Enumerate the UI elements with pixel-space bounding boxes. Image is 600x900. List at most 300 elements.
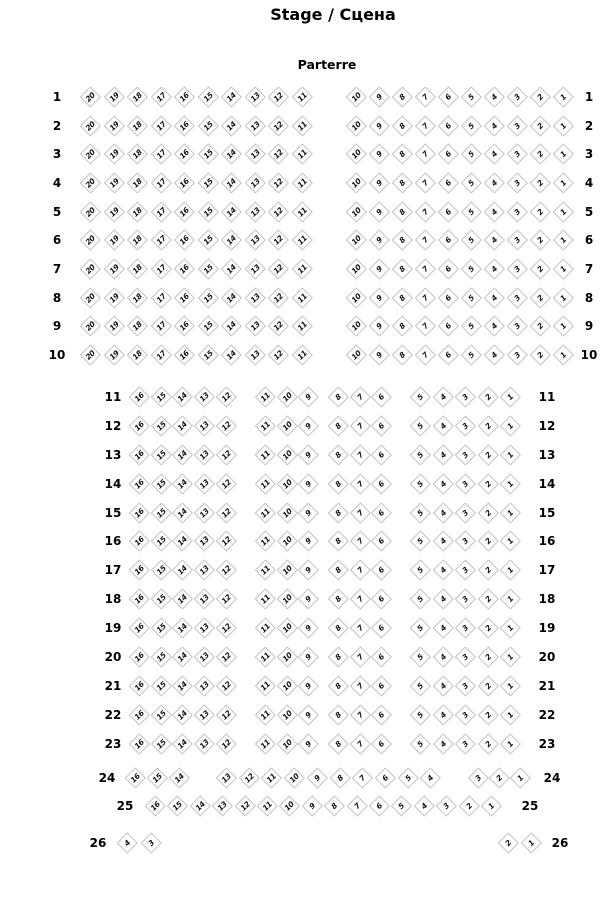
seat-row11-num8[interactable] [328, 387, 349, 408]
seat-row9-num11[interactable] [291, 316, 312, 337]
seat-row14-num11[interactable] [255, 474, 276, 495]
seat-row8-num6[interactable] [438, 288, 459, 309]
seat-row7-num10[interactable] [346, 259, 367, 280]
seat-row16-num11[interactable] [255, 531, 276, 552]
seat-row17-num12[interactable] [216, 560, 237, 581]
seat-row5-num17[interactable] [150, 202, 171, 223]
seat-row11-num11[interactable] [255, 387, 276, 408]
seat-row7-num2[interactable] [530, 259, 551, 280]
seat-row17-num1[interactable] [500, 560, 521, 581]
seat-row15-num13[interactable] [194, 503, 215, 524]
seat-row1-num18[interactable] [127, 87, 148, 108]
seat-row1-num16[interactable] [174, 87, 195, 108]
seat-row12-num15[interactable] [150, 416, 171, 437]
seat-row22-num9[interactable] [298, 705, 319, 726]
seat-row25-num1[interactable] [481, 796, 502, 817]
seat-row14-num13[interactable] [194, 474, 215, 495]
seat-row23-num8[interactable] [328, 734, 349, 755]
seat-row25-num8[interactable] [324, 796, 345, 817]
seat-row3-num7[interactable] [415, 144, 436, 165]
seat-row24-num9[interactable] [307, 768, 328, 789]
seat-row24-num5[interactable] [397, 768, 418, 789]
seat-row9-num15[interactable] [197, 316, 218, 337]
seat-row6-num5[interactable] [461, 230, 482, 251]
seat-row3-num14[interactable] [221, 144, 242, 165]
seat-row6-num18[interactable] [127, 230, 148, 251]
seat-row18-num2[interactable] [478, 589, 499, 610]
seat-row17-num16[interactable] [129, 560, 150, 581]
seat-row13-num1[interactable] [500, 445, 521, 466]
seat-row11-num15[interactable] [150, 387, 171, 408]
seat-row6-num16[interactable] [174, 230, 195, 251]
seat-row11-num2[interactable] [478, 387, 499, 408]
seat-row6-num1[interactable] [553, 230, 574, 251]
seat-row11-num9[interactable] [298, 387, 319, 408]
seat-row23-num5[interactable] [410, 734, 431, 755]
seat-row20-num14[interactable] [172, 647, 193, 668]
seat-row17-num15[interactable] [150, 560, 171, 581]
seat-row20-num10[interactable] [276, 647, 297, 668]
seat-row2-num8[interactable] [392, 116, 413, 137]
seat-row3-num9[interactable] [369, 144, 390, 165]
seat-row18-num1[interactable] [500, 589, 521, 610]
seat-row21-num15[interactable] [150, 676, 171, 697]
seat-row6-num9[interactable] [369, 230, 390, 251]
seat-row12-num9[interactable] [298, 416, 319, 437]
seat-row11-num10[interactable] [276, 387, 297, 408]
seat-row13-num4[interactable] [432, 445, 453, 466]
seat-row21-num11[interactable] [255, 676, 276, 697]
seat-row9-num3[interactable] [507, 316, 528, 337]
seat-row18-num10[interactable] [276, 589, 297, 610]
seat-row24-num13[interactable] [216, 768, 237, 789]
seat-row7-num6[interactable] [438, 259, 459, 280]
seat-row22-num8[interactable] [328, 705, 349, 726]
seat-row5-num5[interactable] [461, 202, 482, 223]
seat-row16-num8[interactable] [328, 531, 349, 552]
seat-row23-num9[interactable] [298, 734, 319, 755]
seat-row12-num4[interactable] [432, 416, 453, 437]
seat-row8-num5[interactable] [461, 288, 482, 309]
seat-row6-num11[interactable] [291, 230, 312, 251]
seat-row23-num1[interactable] [500, 734, 521, 755]
seat-row21-num10[interactable] [276, 676, 297, 697]
seat-row4-num3[interactable] [507, 173, 528, 194]
seat-row13-num6[interactable] [371, 445, 392, 466]
seat-row5-num9[interactable] [369, 202, 390, 223]
seat-row15-num14[interactable] [172, 503, 193, 524]
seat-row5-num2[interactable] [530, 202, 551, 223]
seat-row18-num4[interactable] [432, 589, 453, 610]
seat-row9-num7[interactable] [415, 316, 436, 337]
seat-row6-num10[interactable] [346, 230, 367, 251]
seat-row17-num10[interactable] [276, 560, 297, 581]
seat-row2-num14[interactable] [221, 116, 242, 137]
seat-row16-num3[interactable] [455, 531, 476, 552]
seat-row14-num12[interactable] [216, 474, 237, 495]
seat-row14-num10[interactable] [276, 474, 297, 495]
seat-row9-num8[interactable] [392, 316, 413, 337]
seat-row4-num10[interactable] [346, 173, 367, 194]
seat-row4-num16[interactable] [174, 173, 195, 194]
seat-row22-num6[interactable] [371, 705, 392, 726]
seat-row14-num8[interactable] [328, 474, 349, 495]
seat-row2-num12[interactable] [268, 116, 289, 137]
seat-row12-num12[interactable] [216, 416, 237, 437]
seat-row8-num1[interactable] [553, 288, 574, 309]
seat-row10-num6[interactable] [438, 345, 459, 366]
seat-row9-num1[interactable] [553, 316, 574, 337]
seat-row26-num1[interactable] [521, 833, 542, 854]
seat-row4-num14[interactable] [221, 173, 242, 194]
seat-row4-num13[interactable] [244, 173, 265, 194]
seat-row7-num18[interactable] [127, 259, 148, 280]
seat-row22-num4[interactable] [432, 705, 453, 726]
seat-row12-num16[interactable] [129, 416, 150, 437]
seat-row18-num6[interactable] [371, 589, 392, 610]
seat-row16-num5[interactable] [410, 531, 431, 552]
seat-row1-num14[interactable] [221, 87, 242, 108]
seat-row22-num12[interactable] [216, 705, 237, 726]
seat-row11-num3[interactable] [455, 387, 476, 408]
seat-row18-num5[interactable] [410, 589, 431, 610]
seat-row16-num16[interactable] [129, 531, 150, 552]
seat-row23-num10[interactable] [276, 734, 297, 755]
seat-row23-num3[interactable] [455, 734, 476, 755]
seat-row25-num9[interactable] [302, 796, 323, 817]
seat-row21-num12[interactable] [216, 676, 237, 697]
seat-row8-num7[interactable] [415, 288, 436, 309]
seat-row20-num3[interactable] [455, 647, 476, 668]
seat-row14-num9[interactable] [298, 474, 319, 495]
seat-row7-num4[interactable] [484, 259, 505, 280]
seat-row19-num6[interactable] [371, 618, 392, 639]
seat-row8-num15[interactable] [197, 288, 218, 309]
seat-row5-num12[interactable] [268, 202, 289, 223]
seat-row19-num13[interactable] [194, 618, 215, 639]
seat-row5-num14[interactable] [221, 202, 242, 223]
seat-row18-num7[interactable] [349, 589, 370, 610]
seat-row3-num19[interactable] [103, 144, 124, 165]
seat-row21-num3[interactable] [455, 676, 476, 697]
seat-row16-num12[interactable] [216, 531, 237, 552]
seat-row17-num14[interactable] [172, 560, 193, 581]
seat-row5-num15[interactable] [197, 202, 218, 223]
seat-row10-num10[interactable] [346, 345, 367, 366]
seat-row20-num5[interactable] [410, 647, 431, 668]
seat-row12-num3[interactable] [455, 416, 476, 437]
seat-row10-num14[interactable] [221, 345, 242, 366]
seat-row2-num13[interactable] [244, 116, 265, 137]
seat-row10-num15[interactable] [197, 345, 218, 366]
seat-row7-num15[interactable] [197, 259, 218, 280]
seat-row13-num16[interactable] [129, 445, 150, 466]
seat-row9-num5[interactable] [461, 316, 482, 337]
seat-row15-num15[interactable] [150, 503, 171, 524]
seat-row5-num18[interactable] [127, 202, 148, 223]
seat-row7-num8[interactable] [392, 259, 413, 280]
seat-row1-num10[interactable] [346, 87, 367, 108]
seat-row22-num16[interactable] [129, 705, 150, 726]
seat-row24-num14[interactable] [168, 768, 189, 789]
seat-row7-num1[interactable] [553, 259, 574, 280]
seat-row3-num3[interactable] [507, 144, 528, 165]
seat-row15-num4[interactable] [432, 503, 453, 524]
seat-row3-num10[interactable] [346, 144, 367, 165]
seat-row5-num10[interactable] [346, 202, 367, 223]
seat-row20-num4[interactable] [432, 647, 453, 668]
seat-row25-num10[interactable] [279, 796, 300, 817]
seat-row6-num8[interactable] [392, 230, 413, 251]
seat-row25-num15[interactable] [167, 796, 188, 817]
seat-row8-num13[interactable] [244, 288, 265, 309]
seat-row18-num13[interactable] [194, 589, 215, 610]
seat-row13-num2[interactable] [478, 445, 499, 466]
seat-row5-num7[interactable] [415, 202, 436, 223]
seat-row5-num3[interactable] [507, 202, 528, 223]
seat-row6-num15[interactable] [197, 230, 218, 251]
seat-row13-num3[interactable] [455, 445, 476, 466]
seat-row10-num11[interactable] [291, 345, 312, 366]
seat-row6-num14[interactable] [221, 230, 242, 251]
seat-row22-num7[interactable] [349, 705, 370, 726]
seat-row9-num4[interactable] [484, 316, 505, 337]
seat-row6-num19[interactable] [103, 230, 124, 251]
seat-row20-num12[interactable] [216, 647, 237, 668]
seat-row11-num4[interactable] [432, 387, 453, 408]
seat-row19-num1[interactable] [500, 618, 521, 639]
seat-row19-num14[interactable] [172, 618, 193, 639]
seat-row20-num11[interactable] [255, 647, 276, 668]
seat-row9-num19[interactable] [103, 316, 124, 337]
seat-row23-num16[interactable] [129, 734, 150, 755]
seat-row8-num10[interactable] [346, 288, 367, 309]
seat-row3-num20[interactable] [80, 144, 101, 165]
seat-row2-num16[interactable] [174, 116, 195, 137]
seat-row10-num16[interactable] [174, 345, 195, 366]
seat-row10-num2[interactable] [530, 345, 551, 366]
seat-row19-num16[interactable] [129, 618, 150, 639]
seat-row3-num12[interactable] [268, 144, 289, 165]
seat-row12-num13[interactable] [194, 416, 215, 437]
seat-row23-num6[interactable] [371, 734, 392, 755]
seat-row12-num8[interactable] [328, 416, 349, 437]
seat-row20-num1[interactable] [500, 647, 521, 668]
seat-row25-num5[interactable] [391, 796, 412, 817]
seat-row4-num18[interactable] [127, 173, 148, 194]
seat-row9-num12[interactable] [268, 316, 289, 337]
seat-row3-num16[interactable] [174, 144, 195, 165]
seat-row25-num16[interactable] [145, 796, 166, 817]
seat-row24-num4[interactable] [420, 768, 441, 789]
seat-row11-num7[interactable] [349, 387, 370, 408]
seat-row18-num12[interactable] [216, 589, 237, 610]
seat-row2-num5[interactable] [461, 116, 482, 137]
seat-row19-num8[interactable] [328, 618, 349, 639]
seat-row8-num9[interactable] [369, 288, 390, 309]
seat-row22-num1[interactable] [500, 705, 521, 726]
seat-row12-num6[interactable] [371, 416, 392, 437]
seat-row11-num1[interactable] [500, 387, 521, 408]
seat-row14-num5[interactable] [410, 474, 431, 495]
seat-row22-num11[interactable] [255, 705, 276, 726]
seat-row1-num3[interactable] [507, 87, 528, 108]
seat-row6-num7[interactable] [415, 230, 436, 251]
seat-row15-num6[interactable] [371, 503, 392, 524]
seat-row24-num6[interactable] [375, 768, 396, 789]
seat-row3-num2[interactable] [530, 144, 551, 165]
seat-row2-num7[interactable] [415, 116, 436, 137]
seat-row10-num19[interactable] [103, 345, 124, 366]
seat-row25-num11[interactable] [257, 796, 278, 817]
seat-row2-num11[interactable] [291, 116, 312, 137]
seat-row1-num13[interactable] [244, 87, 265, 108]
seat-row2-num18[interactable] [127, 116, 148, 137]
seat-row9-num18[interactable] [127, 316, 148, 337]
seat-row6-num6[interactable] [438, 230, 459, 251]
seat-row22-num2[interactable] [478, 705, 499, 726]
seat-row23-num4[interactable] [432, 734, 453, 755]
seat-row15-num2[interactable] [478, 503, 499, 524]
seat-row3-num18[interactable] [127, 144, 148, 165]
seat-row9-num20[interactable] [80, 316, 101, 337]
seat-row12-num7[interactable] [349, 416, 370, 437]
seat-row15-num7[interactable] [349, 503, 370, 524]
seat-row17-num7[interactable] [349, 560, 370, 581]
seat-row12-num1[interactable] [500, 416, 521, 437]
seat-row21-num14[interactable] [172, 676, 193, 697]
seat-row9-num16[interactable] [174, 316, 195, 337]
seat-row10-num4[interactable] [484, 345, 505, 366]
seat-row20-num8[interactable] [328, 647, 349, 668]
seat-row2-num1[interactable] [553, 116, 574, 137]
seat-row4-num15[interactable] [197, 173, 218, 194]
seat-row16-num7[interactable] [349, 531, 370, 552]
seat-row11-num6[interactable] [371, 387, 392, 408]
seat-row13-num12[interactable] [216, 445, 237, 466]
seat-row7-num5[interactable] [461, 259, 482, 280]
seat-row1-num12[interactable] [268, 87, 289, 108]
seat-row22-num3[interactable] [455, 705, 476, 726]
seat-row1-num4[interactable] [484, 87, 505, 108]
seat-row6-num20[interactable] [80, 230, 101, 251]
seat-row10-num5[interactable] [461, 345, 482, 366]
seat-row16-num13[interactable] [194, 531, 215, 552]
seat-row16-num15[interactable] [150, 531, 171, 552]
seat-row3-num5[interactable] [461, 144, 482, 165]
seat-row22-num5[interactable] [410, 705, 431, 726]
seat-row16-num6[interactable] [371, 531, 392, 552]
seat-row13-num8[interactable] [328, 445, 349, 466]
seat-row7-num13[interactable] [244, 259, 265, 280]
seat-row10-num13[interactable] [244, 345, 265, 366]
seat-row13-num13[interactable] [194, 445, 215, 466]
seat-row15-num9[interactable] [298, 503, 319, 524]
seat-row10-num3[interactable] [507, 345, 528, 366]
seat-row19-num10[interactable] [276, 618, 297, 639]
seat-row18-num8[interactable] [328, 589, 349, 610]
seat-row21-num7[interactable] [349, 676, 370, 697]
seat-row21-num2[interactable] [478, 676, 499, 697]
seat-row21-num16[interactable] [129, 676, 150, 697]
seat-row18-num16[interactable] [129, 589, 150, 610]
seat-row25-num4[interactable] [414, 796, 435, 817]
seat-row20-num16[interactable] [129, 647, 150, 668]
seat-row3-num13[interactable] [244, 144, 265, 165]
seat-row24-num10[interactable] [284, 768, 305, 789]
seat-row22-num10[interactable] [276, 705, 297, 726]
seat-row19-num11[interactable] [255, 618, 276, 639]
seat-row2-num19[interactable] [103, 116, 124, 137]
seat-row1-num15[interactable] [197, 87, 218, 108]
seat-row4-num19[interactable] [103, 173, 124, 194]
seat-row3-num11[interactable] [291, 144, 312, 165]
seat-row10-num20[interactable] [80, 345, 101, 366]
seat-row18-num14[interactable] [172, 589, 193, 610]
seat-row4-num1[interactable] [553, 173, 574, 194]
seat-row19-num5[interactable] [410, 618, 431, 639]
seat-row14-num4[interactable] [432, 474, 453, 495]
seat-row15-num10[interactable] [276, 503, 297, 524]
seat-row6-num4[interactable] [484, 230, 505, 251]
seat-row4-num11[interactable] [291, 173, 312, 194]
seat-row3-num4[interactable] [484, 144, 505, 165]
seat-row3-num6[interactable] [438, 144, 459, 165]
seat-row19-num7[interactable] [349, 618, 370, 639]
seat-row5-num11[interactable] [291, 202, 312, 223]
seat-row10-num8[interactable] [392, 345, 413, 366]
seat-row22-num15[interactable] [150, 705, 171, 726]
seat-row11-num14[interactable] [172, 387, 193, 408]
seat-row13-num5[interactable] [410, 445, 431, 466]
seat-row21-num4[interactable] [432, 676, 453, 697]
seat-row1-num9[interactable] [369, 87, 390, 108]
seat-row8-num4[interactable] [484, 288, 505, 309]
seat-row15-num16[interactable] [129, 503, 150, 524]
seat-row1-num2[interactable] [530, 87, 551, 108]
seat-row16-num4[interactable] [432, 531, 453, 552]
seat-row23-num13[interactable] [194, 734, 215, 755]
seat-row2-num15[interactable] [197, 116, 218, 137]
seat-row8-num12[interactable] [268, 288, 289, 309]
seat-row15-num8[interactable] [328, 503, 349, 524]
seat-row1-num8[interactable] [392, 87, 413, 108]
seat-row19-num2[interactable] [478, 618, 499, 639]
seat-row22-num13[interactable] [194, 705, 215, 726]
seat-row8-num11[interactable] [291, 288, 312, 309]
seat-row7-num12[interactable] [268, 259, 289, 280]
seat-row2-num2[interactable] [530, 116, 551, 137]
seat-row20-num9[interactable] [298, 647, 319, 668]
seat-row10-num17[interactable] [150, 345, 171, 366]
seat-row2-num6[interactable] [438, 116, 459, 137]
seat-row4-num6[interactable] [438, 173, 459, 194]
seat-row14-num14[interactable] [172, 474, 193, 495]
seat-row13-num14[interactable] [172, 445, 193, 466]
seat-row26-num2[interactable] [498, 833, 519, 854]
seat-row17-num13[interactable] [194, 560, 215, 581]
seat-row7-num17[interactable] [150, 259, 171, 280]
seat-row13-num11[interactable] [255, 445, 276, 466]
seat-row23-num15[interactable] [150, 734, 171, 755]
seat-row1-num5[interactable] [461, 87, 482, 108]
seat-row20-num6[interactable] [371, 647, 392, 668]
seat-row1-num1[interactable] [553, 87, 574, 108]
seat-row17-num4[interactable] [432, 560, 453, 581]
seat-row21-num5[interactable] [410, 676, 431, 697]
seat-row2-num17[interactable] [150, 116, 171, 137]
seat-row7-num11[interactable] [291, 259, 312, 280]
